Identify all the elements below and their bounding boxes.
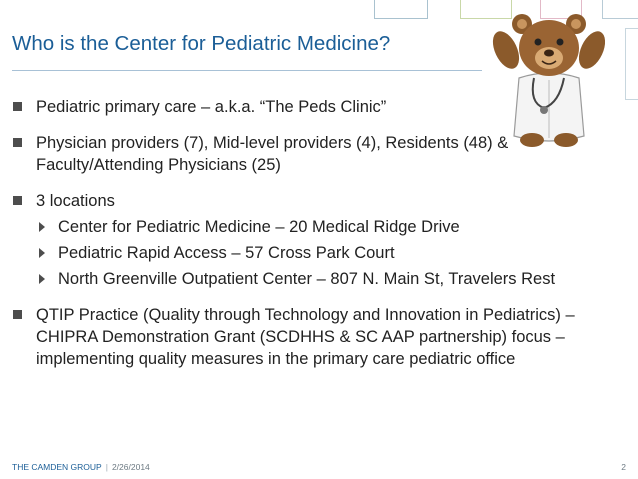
sub-bullet-text: Center for Pediatric Medicine – 20 Medical Ridge Drive [58,218,460,236]
square-bullet-icon [13,102,22,111]
bullet-text: 3 locations [36,192,115,210]
bullet-item [12,190,624,212]
sub-bullet-item [12,268,624,290]
footer-org: THE CAMDEN GROUP [12,462,102,472]
bullet-item [12,132,624,176]
bullet-text: QTIP Practice (Quality through Technology and Innovation in Pediatrics) – CHIPRA Demonstration Grant (SCDHHS & SC AAP partnership) focus – implementing quality measures in the primary care pediatric office [36,306,575,368]
bullet-item [12,96,624,118]
bullet-text: Pediatric primary care – a.k.a. “The Peds Clinic” [36,98,387,116]
decor-square [374,0,428,19]
footer-separator: | [105,462,108,472]
slide-title: Who is the Center for Pediatric Medicine? [12,32,391,55]
square-bullet-icon [13,196,22,205]
slide-footer [12,462,150,472]
square-bullet-icon [13,310,22,319]
square-bullet-icon [13,138,22,147]
arrow-bullet-icon [39,222,45,232]
arrow-bullet-icon [39,248,45,258]
bullet-item [12,304,624,370]
bullet-list [12,96,624,370]
footer-date: 2/26/2014 [111,462,150,472]
arrow-bullet-icon [39,274,45,284]
sub-bullet-item [12,242,624,264]
page-number: 2 [621,462,626,472]
sub-bullet-text: North Greenville Outpatient Center – 807 N. Main St, Travelers Rest [58,270,556,288]
decor-square [625,28,638,100]
sub-bullet-text: Pediatric Rapid Access – 57 Cross Park Court [58,244,395,262]
title-divider [12,70,482,71]
sub-bullet-item [12,216,624,238]
bullet-text: Physician providers (7), Mid-level providers (4), Residents (48) & Faculty/Attending Physicians (25) [36,134,509,174]
